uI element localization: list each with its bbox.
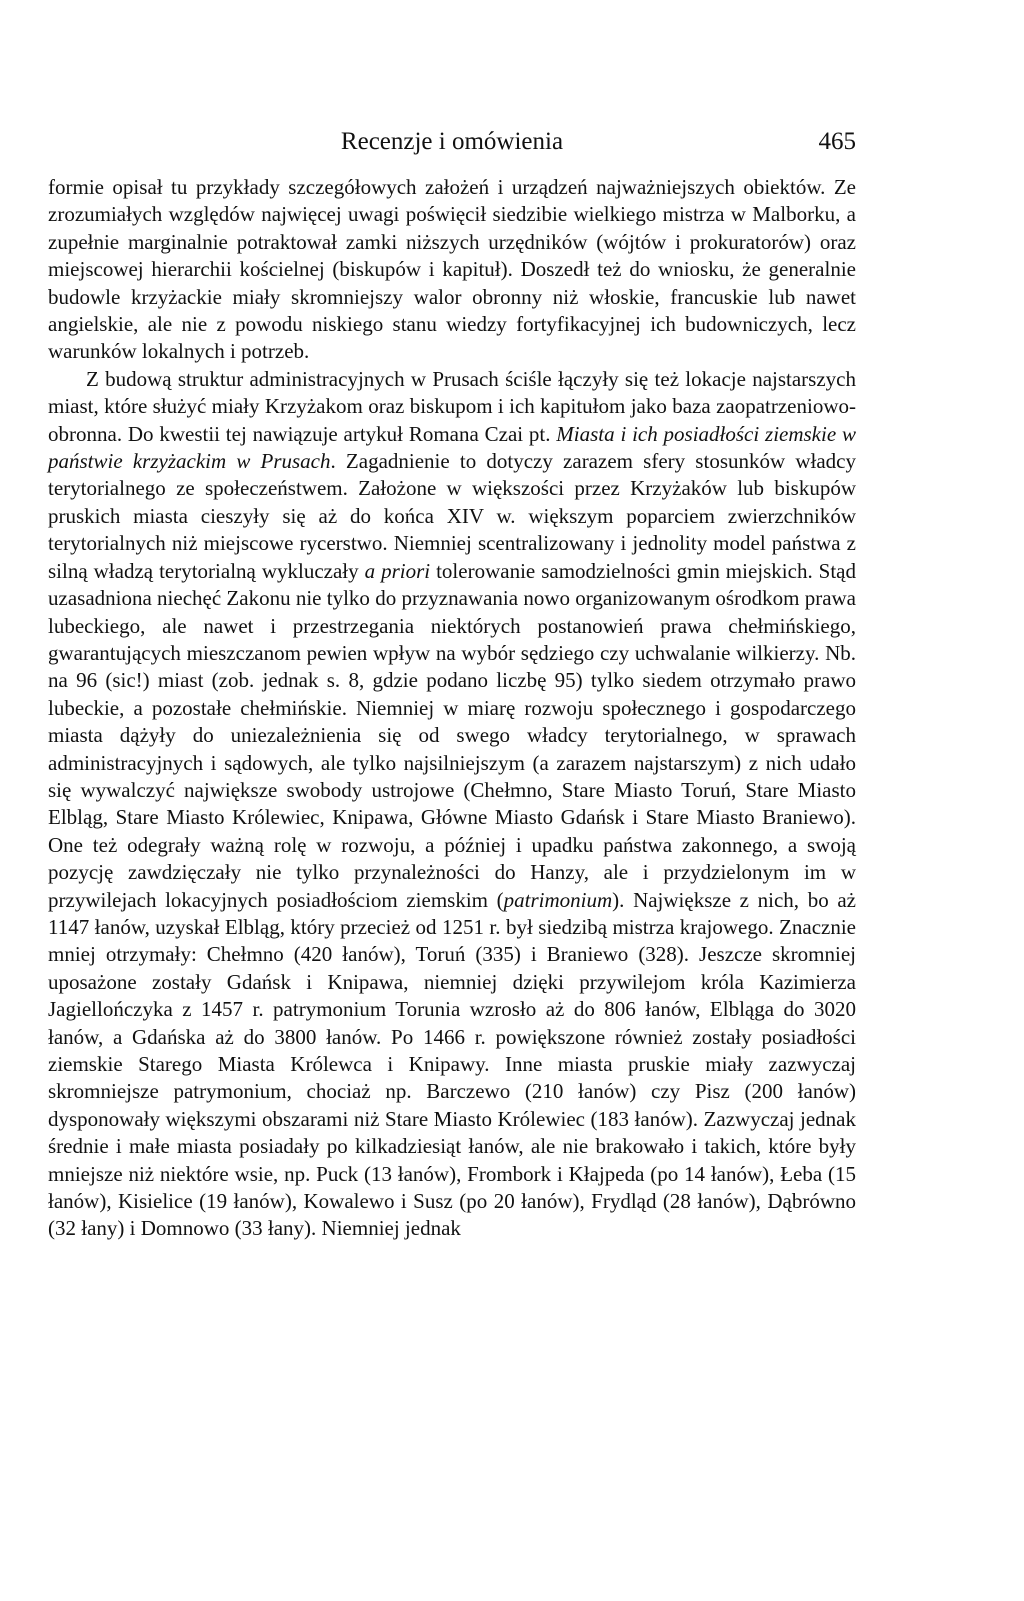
latin-phrase-italic: a priori <box>364 558 431 583</box>
text-segment: Z budową struktur administracyjnych w Prusach ściśle łączyły się też lokacje najstarszych miast, które służyć miały Krzyżakom oraz biskupom i ich kapitułom jako baza zaopatrzeniowo-obronna. Do kwestii tej nawiązuje artykuł Romana Czai pt. <box>48 366 856 446</box>
text-segment: formie opisał tu przykłady szczegółowych założeń i urządzeń najważniejszych obiektów. Ze zrozumiałych względów najwięcej uwagi poświęcił siedzibie wielkiego mistrza w Malborku, a zupełnie marginalnie potraktował zamki niższych urzędników (wójtów i prokuratorów) oraz miejscowej hierarchii kościelnej (biskupów i kapituł). Doszedł też do wniosku, że generalnie budowle krzyżackie miały skromniejszy walor obronny niż włoskie, francuskie lub nawet angielskie, ale nie z powodu niskiego stanu wiedzy fortyfikacyjnej ich budowniczych, lecz warunków lokalnych i potrzeb. <box>48 175 856 364</box>
page-number: 465 <box>818 128 856 155</box>
article-title-italic: Miasta i ich posiadłości ziemskie w państwie krzyżackim w Prusach <box>48 421 856 474</box>
latin-term-italic: patrimonium <box>503 887 613 912</box>
text-segment: tolerowanie samodzielności gmin miejskich. Stąd uzasadniona niechęć Zakonu nie tylko do przyznawania nowo organizowanym ośrodkom prawa lubeckiego, ale nawet i przestrzegania niektórych postanowień prawa chełmińskiego, gwarantujących mieszczanom pewien wpływ na wybór sędziego czy uchwalanie wilkierzy. Nb. na 96 (sic!) miast (zob. jednak s. 8, gdzie podano liczbę 95) tylko siedem otrzymało prawo lubeckie, a pozostałe chełmińskie. Niemniej w miarę rozwoju społecznego i gospodarczego miasta dążyły do uniezależnienia się od swego władcy terytorialnego, w sprawach administracyjnych i sądowych, ale tylko najsilniejszym (a zarazem najstarszym) z nich udało się wywalczyć największe swobody ustrojowe (Chełmno, Stare Miasto Toruń, Stare Miasto Elbląg, Stare Miasto Królewiec, Knipawa, Główne Miasto Gdańsk i Stare Miasto Braniewo). One też odegrały ważną rolę w rozwoju, a później i upadku państwa zakonnego, a swoją pozycję zawdzięczały nie tylko przynależności do Hanzy, ale i przydzielonym im w przywilejach lokacyjnych posiadłościom ziemskim ( <box>48 558 857 912</box>
body-text <box>48 174 856 1243</box>
paragraph-2 <box>48 366 856 1243</box>
running-title: Recenzje i omówienia <box>340 128 564 155</box>
text-segment: ). Największe z nich, bo aż 1147 łanów, uzyskał Elbląg, który przecież od 1251 r. był siedzibą mistrza krajowego. Znacznie mniej otrzymały: Chełmno (420 łanów), Toruń (335) i Braniewo (328). Jeszcze skromniej uposażone zostały Gdańsk i Knipawa, niemniej dzięki przywilejom króla Kazimierza Jagiellończyka z 1457 r. patrymonium Torunia wzrosło aż do 806 łanów, Elbląga do 3020 łanów, a Gdańska aż do 3800 łanów. Po 1466 r. powiększone również zostały posiadłości ziemskie Starego Miasta Królewca i Knipawy. Inne miasta pruskie miały zazwyczaj skromniejsze patrymonium, chociaż np. Barczewo (210 łanów) czy Pisz (200 łanów) dysponowały większymi obszarami niż Stare Miasto Królewiec (183 łanów). Zazwyczaj jednak średnie i małe miasta posiadały po kilkadziesiąt łanów, ale nie brakowało i takich, które były mniejsze niż niektóre wsie, np. Puck (13 łanów), Frombork i Kłajpeda (po 14 łanów), Łeba (15 łanów), Kisielice (19 łanów), Kowalewo i Susz (po 20 łanów), Frydląd (28 łanów), Dąbrówno (32 łany) i Domnowo (33 łany). Niemniej jednak <box>48 887 856 1241</box>
paragraph-1 <box>48 174 856 366</box>
text-segment: . Zagadnienie to dotyczy zarazem sfery stosunków władcy terytorialnego ze społeczeństwem. Założone w większości przez Krzyżaków lub biskupów pruskich miasta cieszyły się aż do końca XIV w. większym poparciem zwierzchników terytorialnych niż miejscowe rycerstwo. Niemniej scentralizowany i jednolity model państwa z silną władzą terytorialną wykluczały <box>48 449 856 583</box>
running-head <box>48 128 856 168</box>
page <box>48 128 856 1243</box>
